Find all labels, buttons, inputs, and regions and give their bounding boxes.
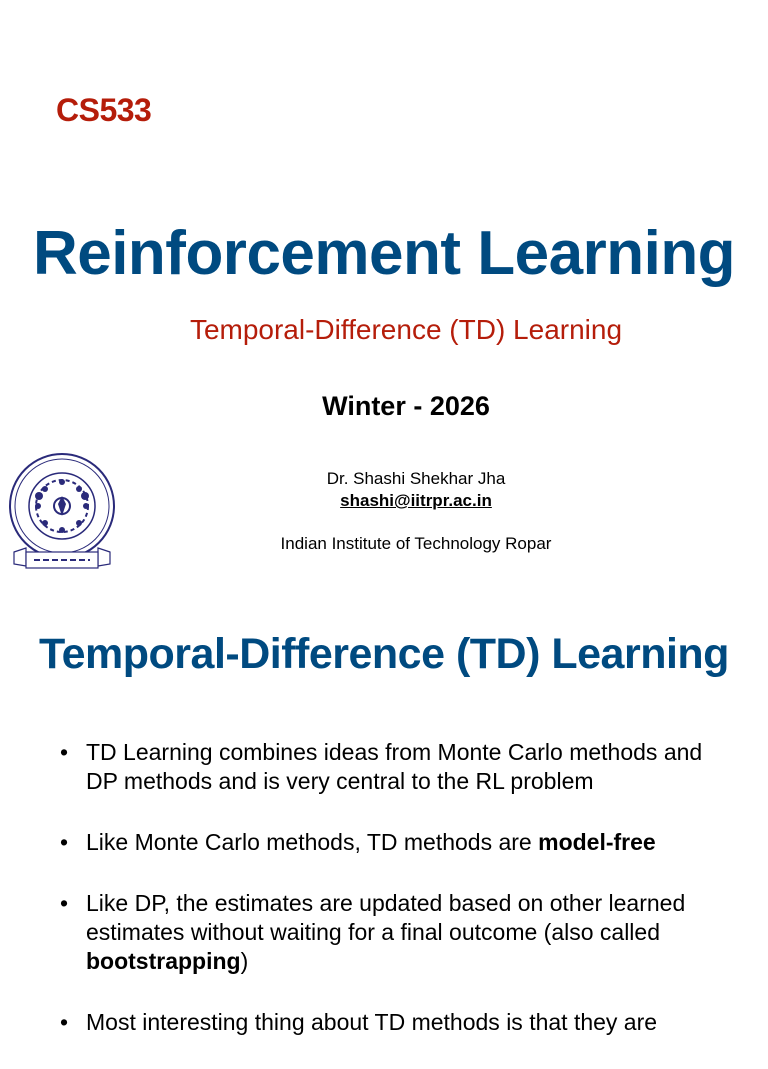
bullet-icon: • xyxy=(60,890,69,916)
bullet-text: Like Monte Carlo methods, TD methods are xyxy=(86,829,539,855)
author-email-link[interactable]: shashi@iitrpr.ac.in xyxy=(340,491,492,510)
content-slide xyxy=(0,600,768,1035)
course-code: CS533 xyxy=(56,92,152,128)
list-item xyxy=(60,1008,730,1037)
bullet-icon: • xyxy=(60,739,69,765)
slide-title: Temporal-Difference (TD) Learning xyxy=(39,630,729,678)
list-item xyxy=(60,828,730,857)
bullet-bold-term: bootstrapping xyxy=(86,948,241,974)
bullet-text-after: ) xyxy=(240,948,249,974)
bullet-text: TD Learning combines ideas from Monte Carlo methods and DP methods and is very central to the RL problem xyxy=(86,739,703,794)
list-item xyxy=(60,889,730,976)
bullet-text: Most interesting thing about TD methods is that they are xyxy=(86,1009,658,1035)
iit-ropar-logo-icon xyxy=(8,452,118,572)
author-name: Dr. Shashi Shekhar Jha xyxy=(326,469,506,488)
bullet-list xyxy=(60,738,730,1069)
bullet-text: Like DP, the estimates are updated based on other learned estimates without waiting for a final outcome (also called xyxy=(86,890,686,945)
institute-name: Indian Institute of Technology Ropar xyxy=(280,534,552,553)
list-item xyxy=(60,738,730,796)
lecture-subtitle: Temporal-Difference (TD) Learning xyxy=(189,314,623,345)
bullet-icon: • xyxy=(60,829,69,855)
page-title: Reinforcement Learning xyxy=(32,219,736,288)
bullet-bold-term: model-free xyxy=(538,829,656,855)
term-label: Winter - 2026 xyxy=(322,391,490,421)
bullet-icon: • xyxy=(60,1009,69,1035)
